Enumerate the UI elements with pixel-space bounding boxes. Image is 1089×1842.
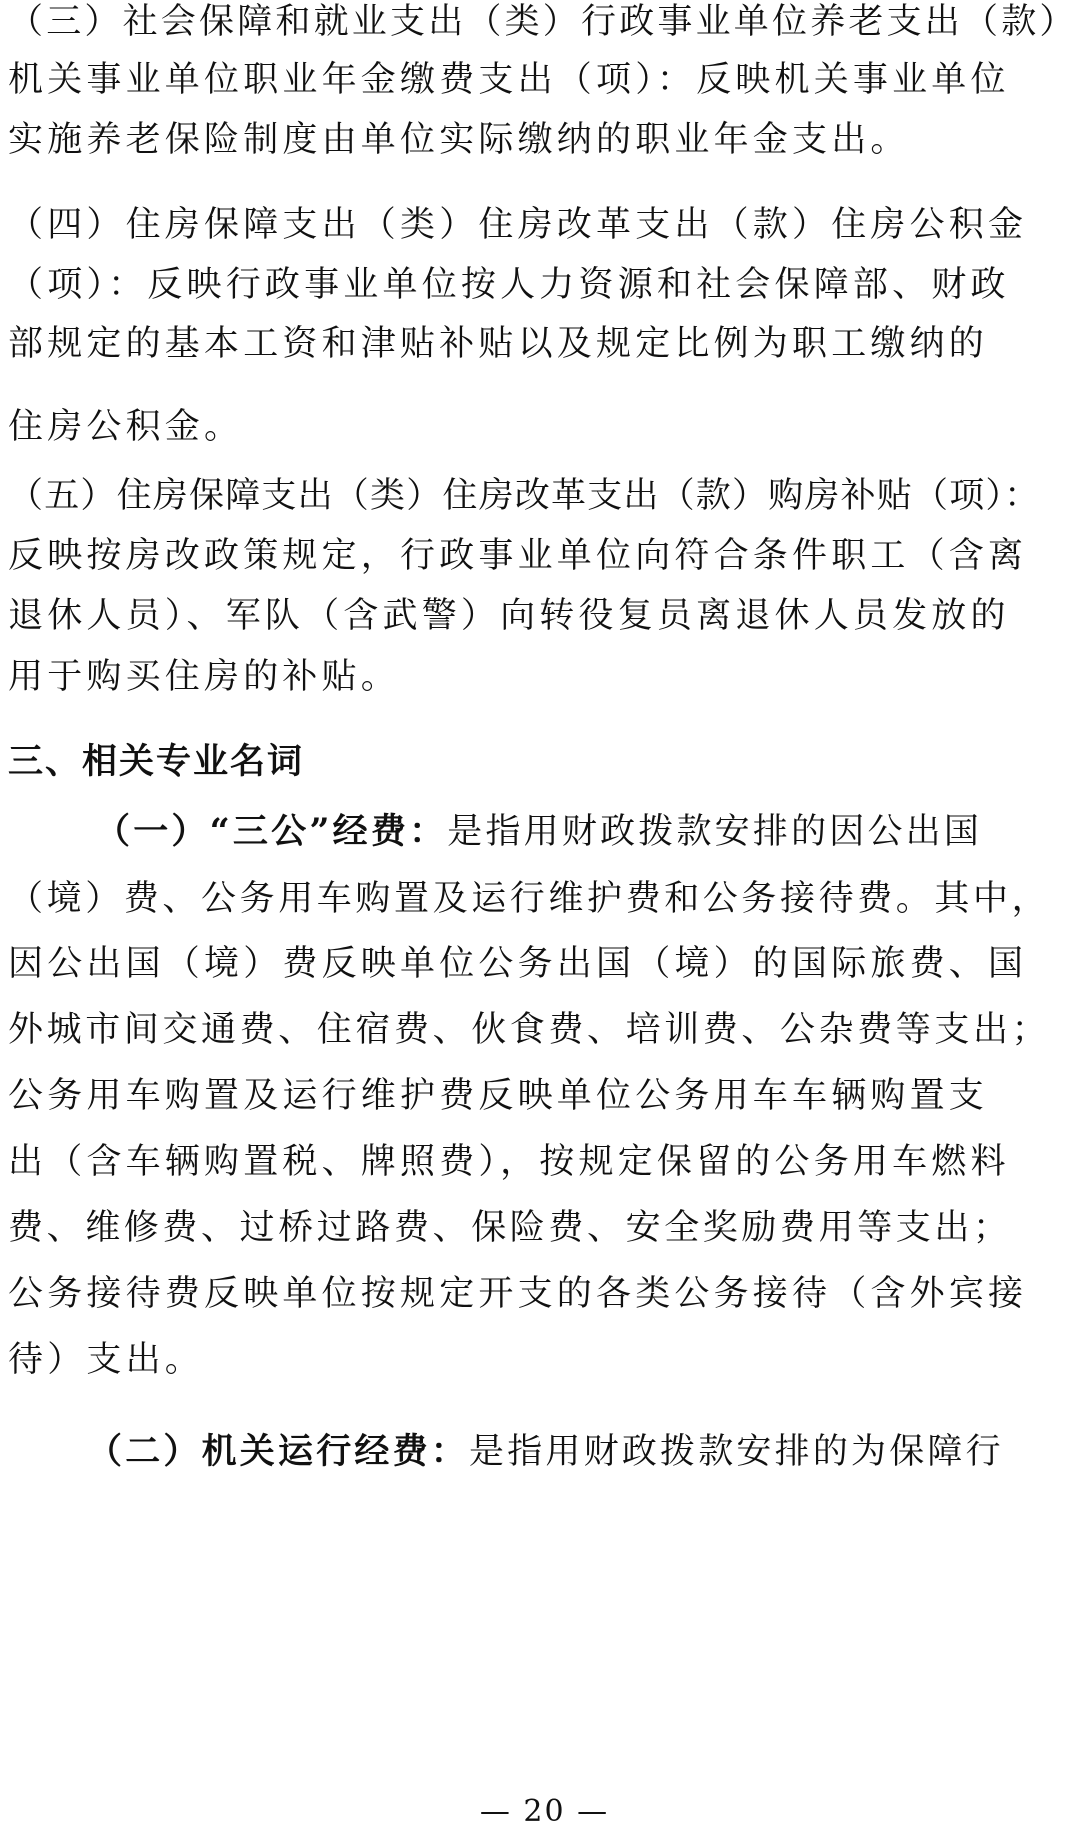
text-line: （境）费、公务用车购置及运行维护费和公务接待费。其中， xyxy=(8,879,1051,919)
page-number: — 20 — xyxy=(479,1794,610,1829)
text-line: 住房公积金。 xyxy=(8,407,244,447)
term-text: 是指用财政拨款安排的因公出国 xyxy=(447,812,983,852)
term-label: （一）“三公”经费： xyxy=(95,811,448,852)
text-line: 反映按房改政策规定，行政事业单位向符合条件职工（含离 xyxy=(8,536,1028,576)
text-line: 公务接待费反映单位按规定开支的各类公务接待（含外宾接 xyxy=(8,1274,1028,1314)
text-line: 出（含车辆购置税、牌照费），按规定保留的公务用车燃料 xyxy=(8,1142,1010,1182)
text-line: （项）：反映行政事业单位按人力资源和社会保障部、财政 xyxy=(8,265,1010,305)
text-line: 用于购买住房的补贴。 xyxy=(8,657,401,697)
text-line: （五）住房保障支出（类）住房改革支出（款）购房补贴（项）： xyxy=(8,476,1041,516)
text-line: 因公出国（境）费反映单位公务出国（境）的国际旅费、国 xyxy=(8,944,1028,984)
text-line: （三）社会保障和就业支出（类）行政事业单位养老支出（款） xyxy=(8,2,1078,42)
text-line: 机关事业单位职业年金缴费支出（项）：反映机关事业单位 xyxy=(8,60,1010,100)
text-line: 公务用车购置及运行维护费反映单位公务用车车辆购置支 xyxy=(8,1076,989,1116)
text-line: 外城市间交通费、住宿费、伙食费、培训费、公杂费等支出； xyxy=(8,1010,1051,1050)
term-label: （二）机关运行经费： xyxy=(87,1431,470,1472)
term-paragraph-first-line xyxy=(87,1430,1004,1474)
text-line: 费、维修费、过桥过路费、保险费、安全奖励费用等支出； xyxy=(8,1208,1012,1248)
text-line: 待）支出。 xyxy=(8,1340,205,1380)
term-text: 是指用财政拨款安排的为保障行 xyxy=(469,1432,1004,1472)
term-paragraph-first-line xyxy=(95,810,982,854)
text-line: 退休人员）、军队（含武警）向转役复员离退休人员发放的 xyxy=(8,596,1010,636)
text-line: （四）住房保障支出（类）住房改革支出（款）住房公积金 xyxy=(8,205,1028,245)
text-line: 部规定的基本工资和津贴补贴以及规定比例为职工缴纳的 xyxy=(8,324,989,364)
section-heading: 三、相关专业名词 xyxy=(8,741,305,782)
text-line: 实施养老保险制度由单位实际缴纳的职业年金支出。 xyxy=(8,120,910,160)
